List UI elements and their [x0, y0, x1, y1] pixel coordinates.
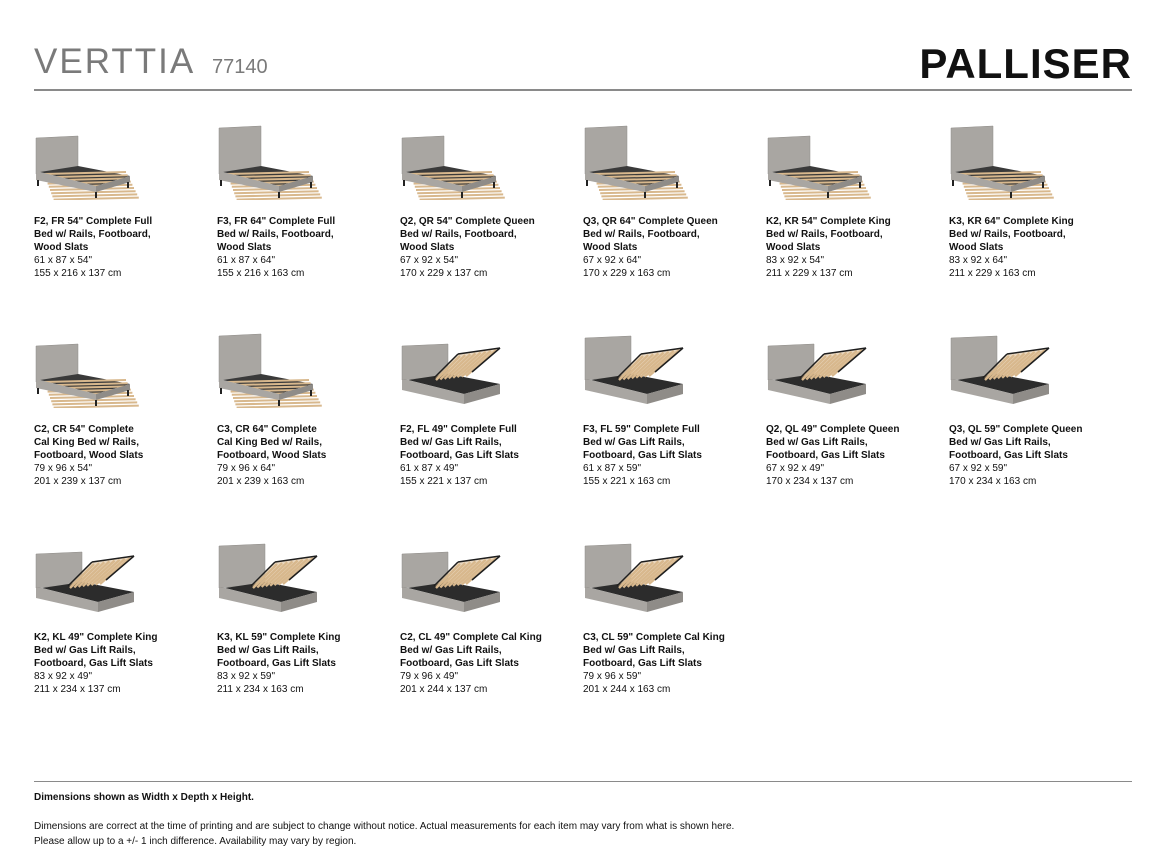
- product-dimensions-imperial: 67 x 92 x 54": [400, 255, 459, 266]
- gas-lift-bed-image: [34, 536, 154, 616]
- product-dimensions-metric: 211 x 234 x 137 cm: [34, 684, 121, 695]
- product-dimensions-metric: 201 x 244 x 137 cm: [400, 684, 488, 695]
- product-dimensions-metric: 201 x 239 x 137 cm: [34, 476, 122, 487]
- product-label: [217, 215, 392, 280]
- disclaimer-line-2: Please allow up to a +/- 1 inch difference. Availability may vary by region.: [34, 836, 357, 847]
- product-name: Q2, QR 54" Complete Queen Bed w/ Rails, Footboard, Wood Slats: [400, 216, 535, 253]
- gas-lift-bed-image: [583, 536, 703, 616]
- product-dimensions-metric: 211 x 234 x 163 cm: [217, 684, 304, 695]
- product-name: Q3, QR 64" Complete Queen Bed w/ Rails, Footboard, Wood Slats: [583, 216, 718, 253]
- product-dimensions-metric: 201 x 239 x 163 cm: [217, 476, 305, 487]
- product-name: Q2, QL 49" Complete Queen Bed w/ Gas Lift Rails, Footboard, Gas Lift Slats: [766, 424, 900, 461]
- product-name: C2, CR 54" Complete Cal King Bed w/ Rails, Footboard, Wood Slats: [34, 424, 144, 461]
- product-label: [583, 423, 758, 488]
- product-item: [400, 328, 575, 488]
- product-dimensions-imperial: 79 x 96 x 49": [400, 671, 459, 682]
- product-name: K3, KR 64" Complete King Bed w/ Rails, Footboard, Wood Slats: [949, 216, 1074, 253]
- product-dimensions-imperial: 79 x 96 x 59": [583, 671, 642, 682]
- product-label: [766, 423, 941, 488]
- wood-slat-bed-image: [400, 120, 520, 200]
- product-dimensions-metric: 170 x 234 x 163 cm: [949, 476, 1037, 487]
- product-item: [583, 536, 758, 696]
- collection-code: 77140: [212, 56, 268, 78]
- product-name: F3, FR 64" Complete Full Bed w/ Rails, Footboard, Wood Slats: [217, 216, 336, 253]
- product-dimensions-imperial: 61 x 87 x 54": [34, 255, 93, 266]
- disclaimer-line-1: Dimensions are correct at the time of printing and are subject to change without notice. Actual measurements for each item may vary from what is shown here.: [34, 821, 735, 832]
- product-dimensions-metric: 155 x 216 x 137 cm: [34, 268, 122, 279]
- product-item: [766, 120, 941, 280]
- product-dimensions-imperial: 83 x 92 x 54": [766, 255, 825, 266]
- product-item: [34, 328, 209, 488]
- dimensions-note: Dimensions shown as Width x Depth x Height.: [34, 792, 254, 803]
- product-name: C3, CR 64" Complete Cal King Bed w/ Rails, Footboard, Wood Slats: [217, 424, 327, 461]
- product-item: [583, 328, 758, 488]
- wood-slat-bed-image: [34, 328, 154, 408]
- product-item: [34, 536, 209, 696]
- gas-lift-bed-image: [400, 536, 520, 616]
- product-name: K3, KL 59" Complete King Bed w/ Gas Lift Rails, Footboard, Gas Lift Slats: [217, 632, 341, 669]
- collection-title: VERTTIA: [34, 42, 196, 81]
- wood-slat-bed-image: [766, 120, 886, 200]
- product-name: F2, FL 49" Complete Full Bed w/ Gas Lift Rails, Footboard, Gas Lift Slats: [400, 424, 519, 461]
- gas-lift-bed-image: [766, 328, 886, 408]
- gas-lift-bed-image: [583, 328, 703, 408]
- brand-logo: PALLISER: [919, 40, 1132, 87]
- product-item: [34, 120, 209, 280]
- product-dimensions-metric: 170 x 234 x 137 cm: [766, 476, 854, 487]
- product-dimensions-imperial: 61 x 87 x 64": [217, 255, 276, 266]
- product-label: [766, 215, 941, 280]
- product-dimensions-imperial: 67 x 92 x 49": [766, 463, 825, 474]
- product-name: F2, FR 54" Complete Full Bed w/ Rails, Footboard, Wood Slats: [34, 216, 153, 253]
- wood-slat-bed-image: [34, 120, 154, 200]
- product-label: [34, 631, 209, 696]
- product-dimensions-metric: 155 x 221 x 137 cm: [400, 476, 488, 487]
- product-dimensions-metric: 211 x 229 x 163 cm: [949, 268, 1036, 279]
- product-dimensions-imperial: 67 x 92 x 64": [583, 255, 642, 266]
- product-item: [400, 536, 575, 696]
- product-dimensions-imperial: 79 x 96 x 54": [34, 463, 93, 474]
- product-dimensions-metric: 155 x 221 x 163 cm: [583, 476, 671, 487]
- product-label: [949, 423, 1124, 488]
- product-item: [766, 328, 941, 488]
- product-item: [583, 120, 758, 280]
- product-item: [217, 120, 392, 280]
- page-header: [34, 40, 1132, 92]
- wood-slat-bed-image: [583, 120, 703, 200]
- product-label: [217, 423, 392, 488]
- product-name: C2, CL 49" Complete Cal King Bed w/ Gas Lift Rails, Footboard, Gas Lift Slats: [400, 632, 542, 669]
- product-label: [34, 423, 209, 488]
- product-dimensions-metric: 211 x 229 x 137 cm: [766, 268, 853, 279]
- product-item: [400, 120, 575, 280]
- product-dimensions-metric: 170 x 229 x 137 cm: [400, 268, 488, 279]
- product-label: [949, 215, 1124, 280]
- product-item: [217, 536, 392, 696]
- product-dimensions-imperial: 61 x 87 x 49": [400, 463, 459, 474]
- product-dimensions-imperial: 83 x 92 x 59": [217, 671, 276, 682]
- product-dimensions-metric: 155 x 216 x 163 cm: [217, 268, 305, 279]
- product-item: [217, 328, 392, 488]
- product-dimensions-metric: 201 x 244 x 163 cm: [583, 684, 671, 695]
- wood-slat-bed-image: [217, 328, 337, 408]
- product-dimensions-imperial: 79 x 96 x 64": [217, 463, 276, 474]
- header-divider: [34, 89, 1132, 91]
- product-name: C3, CL 59" Complete Cal King Bed w/ Gas Lift Rails, Footboard, Gas Lift Slats: [583, 632, 725, 669]
- product-name: F3, FL 59" Complete Full Bed w/ Gas Lift Rails, Footboard, Gas Lift Slats: [583, 424, 702, 461]
- product-name: Q3, QL 59" Complete Queen Bed w/ Gas Lift Rails, Footboard, Gas Lift Slats: [949, 424, 1083, 461]
- wood-slat-bed-image: [949, 120, 1069, 200]
- footer-divider: [34, 781, 1132, 782]
- gas-lift-bed-image: [949, 328, 1069, 408]
- product-label: [34, 215, 209, 280]
- product-dimensions-imperial: 83 x 92 x 64": [949, 255, 1008, 266]
- product-label: [583, 631, 758, 696]
- wood-slat-bed-image: [217, 120, 337, 200]
- product-name: K2, KL 49" Complete King Bed w/ Gas Lift Rails, Footboard, Gas Lift Slats: [34, 632, 158, 669]
- product-dimensions-imperial: 61 x 87 x 59": [583, 463, 642, 474]
- product-label: [400, 215, 575, 280]
- product-label: [400, 631, 575, 696]
- product-item: [949, 120, 1124, 280]
- gas-lift-bed-image: [400, 328, 520, 408]
- gas-lift-bed-image: [217, 536, 337, 616]
- product-dimensions-metric: 170 x 229 x 163 cm: [583, 268, 671, 279]
- product-label: [583, 215, 758, 280]
- product-item: [949, 328, 1124, 488]
- product-dimensions-imperial: 83 x 92 x 49": [34, 671, 93, 682]
- product-name: K2, KR 54" Complete King Bed w/ Rails, Footboard, Wood Slats: [766, 216, 891, 253]
- product-label: [217, 631, 392, 696]
- product-dimensions-imperial: 67 x 92 x 59": [949, 463, 1008, 474]
- product-label: [400, 423, 575, 488]
